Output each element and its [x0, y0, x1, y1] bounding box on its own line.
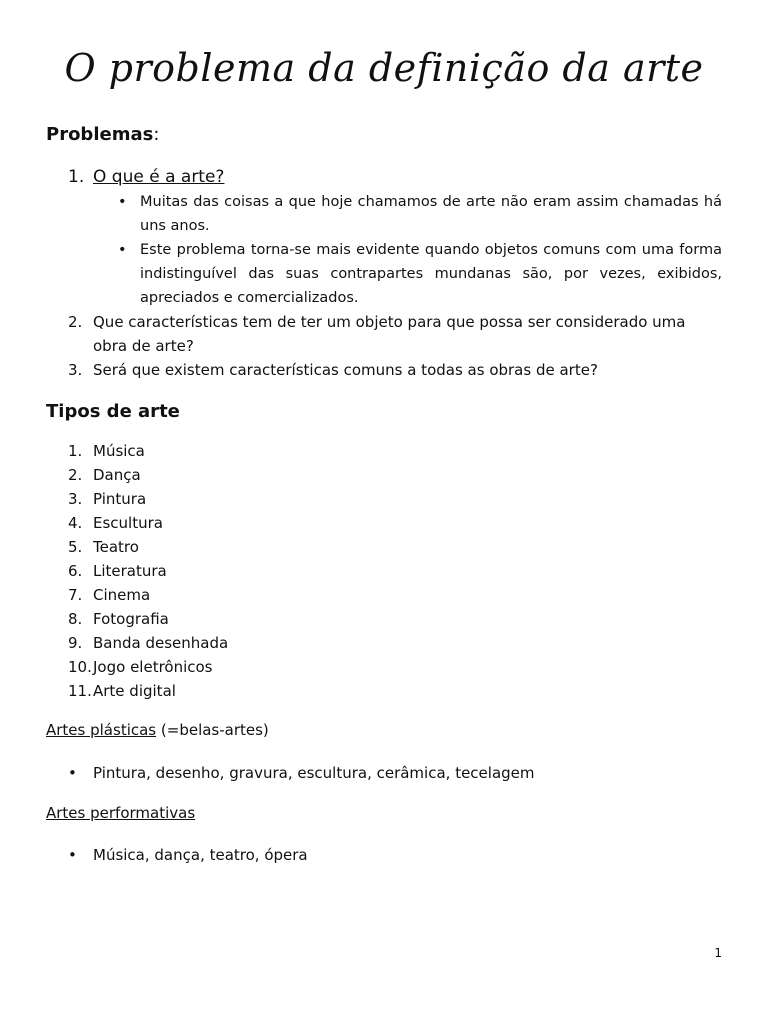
- tipos-list-item-number: 11.: [68, 682, 92, 700]
- artes-plasticas-label-line: [46, 718, 269, 742]
- tipos-list-item-text: Jogo eletrônicos: [93, 658, 213, 676]
- tipos-list-item-text: Pintura: [93, 490, 147, 508]
- tipos-list-item-number: 3.: [68, 490, 83, 508]
- tipos-list-item-text: Arte digital: [93, 682, 176, 700]
- artes-plasticas-bullet-text: Pintura, desenho, gravura, escultura, cerâmica, tecelagem: [93, 764, 535, 782]
- problem-item-1-number: 1.: [68, 167, 85, 187]
- tipos-list-item-text: Teatro: [93, 538, 139, 556]
- document-title: O problema da definição da arte: [64, 46, 704, 90]
- artes-performativas-label: Artes performativas: [46, 804, 196, 822]
- tipos-list-item-number: 1.: [68, 442, 83, 460]
- tipos-list-item-text: Dança: [93, 466, 141, 484]
- tipos-list-item-text: Literatura: [93, 562, 167, 580]
- tipos-list-item-number: 9.: [68, 634, 83, 652]
- problem-1-subitem-1-text: Muitas das coisas a que hoje chamamos de arte não eram assim chamadas há uns anos.: [140, 194, 722, 234]
- page-number: 1: [714, 946, 722, 960]
- tipos-list-item-number: 4.: [68, 514, 83, 532]
- artes-performativas-label-line: [46, 801, 195, 825]
- bullet-icon: •: [118, 194, 127, 210]
- tipos-list-item-text: Cinema: [93, 586, 151, 604]
- problem-1-subitem-2-text: Este problema torna-se mais evidente quando objetos comuns com uma forma indistinguível das suas contrapartes mundanas são, por vezes, exibidos, apreciados e comercializados.: [140, 242, 722, 306]
- problem-item-3-number: 3.: [68, 361, 83, 379]
- artes-plasticas-note: (=belas-artes): [156, 721, 269, 739]
- tipos-list-item-number: 5.: [68, 538, 83, 556]
- artes-plasticas-label: Artes plásticas: [46, 721, 157, 739]
- tipos-list-item-number: 8.: [68, 610, 83, 628]
- tipos-heading: Tipos de arte: [46, 401, 180, 422]
- problem-item-2-text: Que características tem de ter um objeto para que possa ser considerado uma obra de arte?: [93, 313, 686, 355]
- problemas-heading: [46, 124, 159, 145]
- problem-item-1-text: O que é a arte?: [93, 167, 225, 187]
- tipos-list-item-text: Banda desenhada: [93, 634, 229, 652]
- tipos-list-item-text: Escultura: [93, 514, 163, 532]
- tipos-list-item-number: 7.: [68, 586, 83, 604]
- problem-item-3-text: Será que existem características comuns a todas as obras de arte?: [93, 361, 598, 379]
- problemas-heading-text: Problemas: [46, 124, 154, 145]
- bullet-icon: •: [68, 764, 77, 782]
- tipos-list-item-text: Música: [93, 442, 145, 460]
- bullet-icon: •: [68, 846, 77, 864]
- bullet-icon: •: [118, 242, 127, 258]
- problemas-heading-colon: :: [153, 124, 160, 145]
- tipos-list-item-text: Fotografia: [93, 610, 169, 628]
- artes-performativas-bullet-text: Música, dança, teatro, ópera: [93, 846, 308, 864]
- tipos-list-item-number: 2.: [68, 466, 83, 484]
- problem-item-2-number: 2.: [68, 313, 83, 331]
- tipos-list-item-number: 6.: [68, 562, 83, 580]
- tipos-list-item-number: 10.: [68, 658, 92, 676]
